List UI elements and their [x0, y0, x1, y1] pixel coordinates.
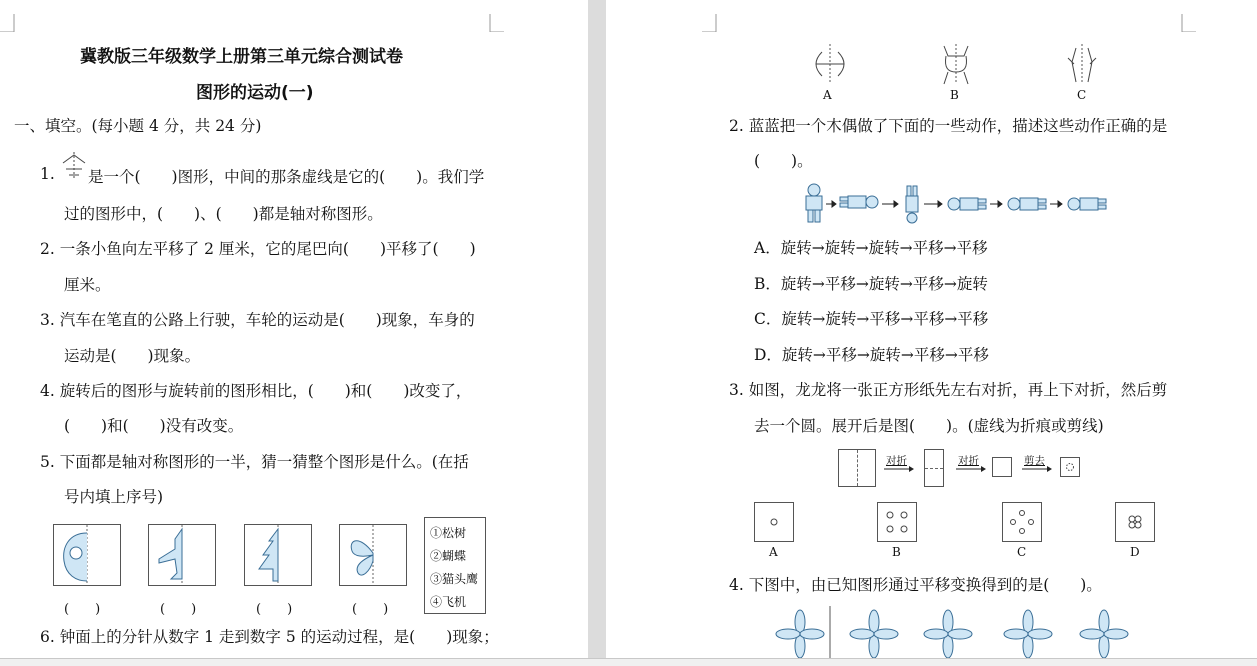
- half-owl-figure: [53, 524, 121, 586]
- q3-label-d: D: [1130, 545, 1140, 559]
- q5-line2: 号内填上序号): [64, 488, 164, 506]
- q5-answer-2: ( ): [160, 602, 197, 617]
- half-butterfly-figure: [339, 524, 407, 586]
- document-title: 冀教版三年级数学上册第三单元综合测试卷: [80, 47, 403, 67]
- q5-option-3: ③猫头鹰: [430, 572, 479, 586]
- plant-figure-icon: [1062, 42, 1102, 86]
- q6-line1: 6. 钟面上的分针从数字 1 走到数字 5 的运动过程，是( )现象；: [40, 628, 499, 646]
- top-label-c: C: [1077, 88, 1087, 102]
- q3-option-d-figure: [1115, 502, 1155, 542]
- puppet-sequence-figure: [802, 182, 1112, 224]
- q5-option-1: ①松树: [430, 526, 467, 540]
- q5-option-4: ④飞机: [430, 595, 467, 609]
- q5-answer-4: ( ): [352, 602, 389, 617]
- cut-label: 剪去: [1024, 455, 1045, 467]
- fold-label-1: 对折: [886, 455, 907, 467]
- q5-option-2: ②蝴蝶: [430, 549, 467, 563]
- q3-label-c: C: [1017, 545, 1027, 559]
- cat-figure-icon: [936, 42, 976, 86]
- r-q2-option-b: B．旋转→平移→旋转→平移→旋转: [754, 275, 988, 293]
- q5-answer-1: ( ): [64, 602, 101, 617]
- q3-line2: 运动是( )现象。: [64, 347, 201, 365]
- q1-line1: 是一个( )图形，中间的那条虚线是它的( )。我们学: [88, 168, 485, 186]
- q5-line1: 5. 下面都是轴对称图形的一半，猜一猜整个图形是什么。(在括: [40, 453, 469, 471]
- q3-option-c-figure: [1002, 502, 1042, 542]
- fold-square: [838, 449, 876, 487]
- fold-label-2: 对折: [958, 455, 979, 467]
- left-page: [0, 0, 588, 658]
- fold-arrow-1: [884, 466, 916, 472]
- top-label-b: B: [950, 88, 959, 102]
- section-heading: 一、填空。(每小题 4 分，共 24 分): [14, 117, 262, 135]
- crop-mark-top-right: [486, 14, 504, 32]
- fold-arrow-2: [956, 466, 988, 472]
- q4-line1: 4. 旋转后的图形与旋转前的图形相比，( )和( )改变了，: [40, 382, 472, 400]
- q3-label-a: A: [769, 545, 778, 559]
- r-q2-line1: 2. 蓝蓝把一个木偶做了下面的一些动作，描述这些动作正确的是: [729, 117, 1168, 135]
- q5-answer-3: ( ): [256, 602, 293, 617]
- q3-option-a-figure: [754, 502, 794, 542]
- r-q3-line2: 去一个圆。展开后是图( )。(虚线为折痕或剪线): [754, 417, 1104, 435]
- crop-mark-top-right: [1178, 14, 1196, 32]
- q3-label-b: B: [892, 545, 901, 559]
- q3-option-b-figure: [877, 502, 917, 542]
- top-label-a: A: [823, 88, 832, 102]
- clover-figures: [770, 606, 1170, 658]
- page-gap: [588, 0, 606, 658]
- cut-square: [1060, 457, 1080, 477]
- crop-mark-top-left: [0, 14, 18, 32]
- r-q2-option-a: A．旋转→旋转→旋转→平移→平移: [754, 239, 988, 257]
- crop-mark-top-left: [702, 14, 720, 32]
- symmetric-figure-icon: [61, 151, 87, 181]
- document-subtitle: 图形的运动(一): [196, 83, 314, 103]
- folded-half: [924, 449, 944, 487]
- r-q4-line1: 4. 下图中，由已知图形通过平移变换得到的是( )。: [729, 576, 1102, 594]
- r-q3-line1: 3. 如图，龙龙将一张正方形纸先左右对折，再上下对折，然后剪: [729, 381, 1168, 399]
- r-q2-option-c: C．旋转→旋转→平移→平移→平移: [754, 310, 989, 328]
- cut-arrow: [1022, 466, 1054, 472]
- q4-line2: ( )和( )没有改变。: [64, 417, 244, 435]
- bow-figure-icon: [810, 42, 850, 86]
- r-q2-line2: ( )。: [754, 152, 813, 170]
- q5-options-box: [424, 517, 486, 614]
- q1-number: 1.: [40, 165, 55, 183]
- half-pine-figure: [244, 524, 312, 586]
- folded-quarter: [992, 457, 1012, 477]
- q1-line2: 过的图形中，( )、( )都是轴对称图形。: [64, 205, 383, 223]
- right-page: [606, 0, 1257, 658]
- half-plane-figure: [148, 524, 216, 586]
- q2-line2: 厘米。: [64, 276, 111, 294]
- r-q2-option-d: D．旋转→平移→旋转→平移→平移: [754, 346, 989, 364]
- q3-line1: 3. 汽车在笔直的公路上行驶，车轮的运动是( )现象，车身的: [40, 311, 475, 329]
- q2-line1: 2. 一条小鱼向左平移了 2 厘米，它的尾巴向( )平移了( ): [40, 240, 476, 258]
